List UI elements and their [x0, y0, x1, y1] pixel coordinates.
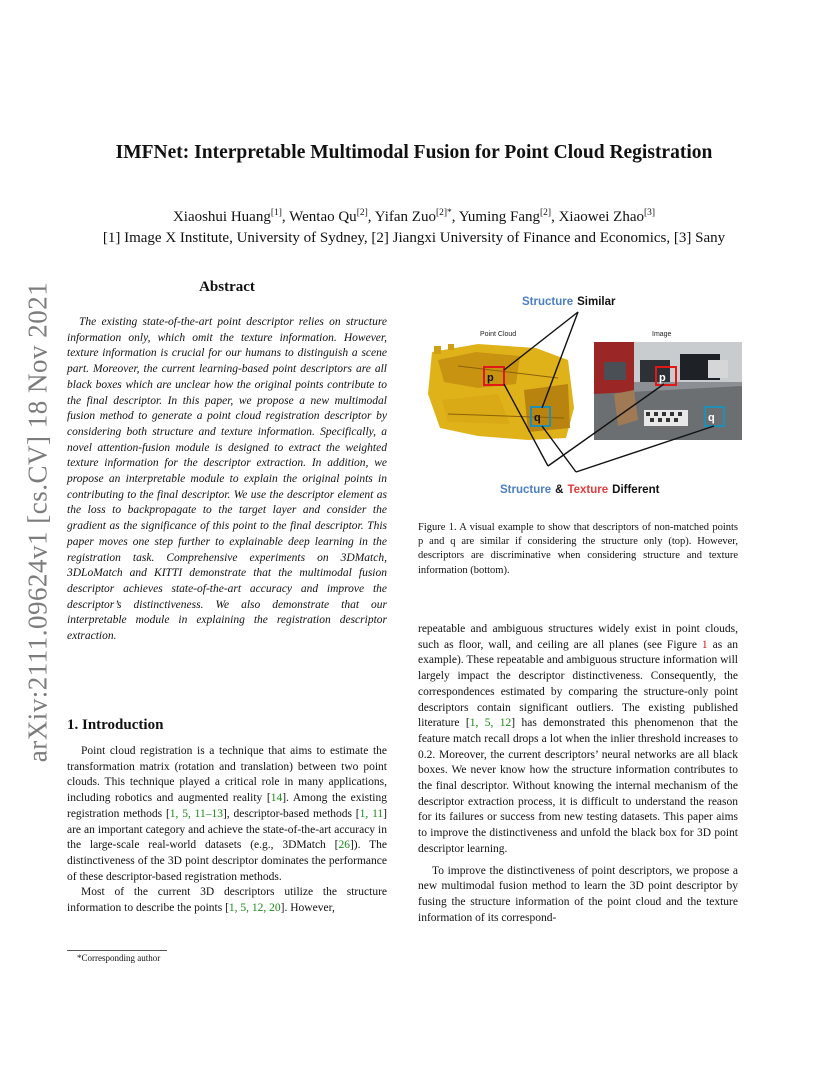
- abstract-text: The existing state-of-the-art point descriptor relies on structure information only, which omit the texture information. However, texture information is crucial for our humans to distinguish a scene part. Moreover, the current learning-based point descriptors are all black boxes which are unclear how the original points contribute to the final descriptor. In this paper, we propose a new multimodal fusion method to generate a point cloud registration descriptor by considering both structure and texture information. Specifically, a novel attention-fusion module is designed to extract the weighted texture information for the descriptor extraction. In addition, we propose an interpretable module to explain the original points in contributing to the final descriptor. We use the descriptor element as the loss to backpropagate to the target layer and consider the gradient as the significance of this point to the final descriptor. This paper moves one step further to explainable deep learning in the registration task. Comprehensive experiments on 3DMatch, 3DLoMatch and KITTI demonstrate that the multimodal fusion descriptor achieves state-of-the-art accuracy and improve the descriptor’s distinctiveness. We also demonstrate that our interpretable module in explaining the registration descriptor extraction.: [67, 316, 387, 643]
- citation-link[interactable]: 1, 11: [359, 807, 384, 820]
- author-affil-mark: [2]: [356, 208, 368, 218]
- footnote-divider: [67, 950, 167, 951]
- point-cloud-render: [428, 344, 574, 440]
- author-affil-mark: [3]: [643, 208, 656, 218]
- citation-link[interactable]: 14: [270, 792, 283, 805]
- citation-link[interactable]: 26: [338, 839, 350, 852]
- author-affil-mark: [1]: [270, 208, 282, 218]
- author-name: Xiaowei Zhao: [558, 209, 644, 225]
- author-list: Xiaoshui Huang[1], Wentao Qu[2], Yifan Zuo$^{[2]*}$, Yuming Fang[2], Xiaowei Zhao[3]: [172, 208, 656, 225]
- citation-link[interactable]: 1, 5, 11–13: [169, 807, 223, 820]
- figure-ref-link[interactable]: 1: [701, 638, 708, 651]
- point-p-label: p: [487, 372, 494, 384]
- affiliations: [1] Image X Institute, University of Sydney, [2] Jiangxi University of Finance and Economics, [3] Sany: [102, 230, 726, 246]
- label-structure-top: Structure Similar: [522, 296, 616, 308]
- author-name: Wentao Qu: [289, 209, 357, 225]
- label-point-cloud: Point Cloud: [480, 331, 517, 338]
- author-name: Xiaoshui Huang: [172, 209, 271, 225]
- right-column-body: [418, 622, 738, 926]
- author-affil-mark: [2]*: [435, 208, 452, 218]
- paragraph: repeatable and ambiguous structures widely exist in point clouds, such as floor, wall, and ceiling are all planes (see Figure 1 as an example). These repeatable and ambiguous structure information will largely impact the descriptor distinctiveness. Consequently, the correspondences estimated by comparing the structure-only point descriptors contain significant outliers. The existing published literature [1, 5, 12] has demonstrated this phenomenon that the feature match recall drops a lot when the inlier threshold increases to 0.2. Moreover, the current descriptors’ neural networks are all black boxes. We never know how the structure information contributes to the final descriptor. Without knowing the internal mechanism of the descriptor extraction process, it is difficult to understand the reason for its failures or success from new testing datasets. This paper aims to improve the distinctiveness and unfold the black box for 3D point descriptor learning.: [418, 623, 739, 855]
- introduction-body: [67, 744, 387, 917]
- point-p-label-image: p: [659, 372, 666, 384]
- label-structure-texture-bottom: Structure & Texture Different: [500, 484, 660, 496]
- figure-1: [418, 290, 748, 505]
- author-name: Yifan Zuo: [374, 209, 436, 225]
- label-image: Image: [652, 331, 672, 338]
- author-block: [60, 203, 768, 249]
- paragraph: Most of the current 3D descriptors utilize the structure information to describe the points [1, 5, 12, 20]. However,: [67, 886, 387, 915]
- author-affil-mark: [2]: [540, 208, 552, 218]
- figure-1-graphic: [418, 290, 748, 505]
- author-name: Yuming Fang: [458, 209, 541, 225]
- abstract-heading: Abstract: [199, 279, 255, 295]
- citation-link[interactable]: 1, 5, 12: [469, 717, 512, 730]
- figure-1-caption: Figure 1. A visual example to show that descriptors of non-matched points p and q are similar if considering the structure only (top). However, descriptors are discriminative when considering structure and texture information (bottom).: [418, 522, 738, 576]
- point-q-label: q: [534, 412, 541, 424]
- point-q-label-image: q: [708, 412, 715, 424]
- paragraph: Point cloud registration is a technique that aims to estimate the transformation matrix (rotation and translation) between two point clouds. This technique played a critical role in many applications, including robotics and augmented reality [14]. Among the existing registration methods [1, 5, 11–13], descriptor-based methods [1, 11] are an important category and achieve the state-of-the-art accuracy in the large-scale real-world datasets (e.g., 3DMatch [26]). The distinctiveness of the 3D point descriptor dominates the performance of these descriptor-based registration methods.: [67, 745, 388, 883]
- arxiv-stamp: arXiv:2111.09624v1 [cs.CV] 18 Nov 2021: [22, 281, 53, 763]
- footnote: *Corresponding author: [77, 953, 161, 963]
- section-heading-introduction: 1. Introduction: [67, 717, 164, 733]
- citation-link[interactable]: 1, 5, 12, 20: [228, 902, 281, 915]
- paragraph: To improve the distinctiveness of point descriptors, we propose a new multimodal fusion method to learn the 3D point descriptor by fusing the structure information of the point cloud and the texture information of its correspond-: [418, 864, 738, 924]
- paper-title: IMFNet: Interpretable Multimodal Fusion for Point Cloud Registration: [115, 142, 713, 163]
